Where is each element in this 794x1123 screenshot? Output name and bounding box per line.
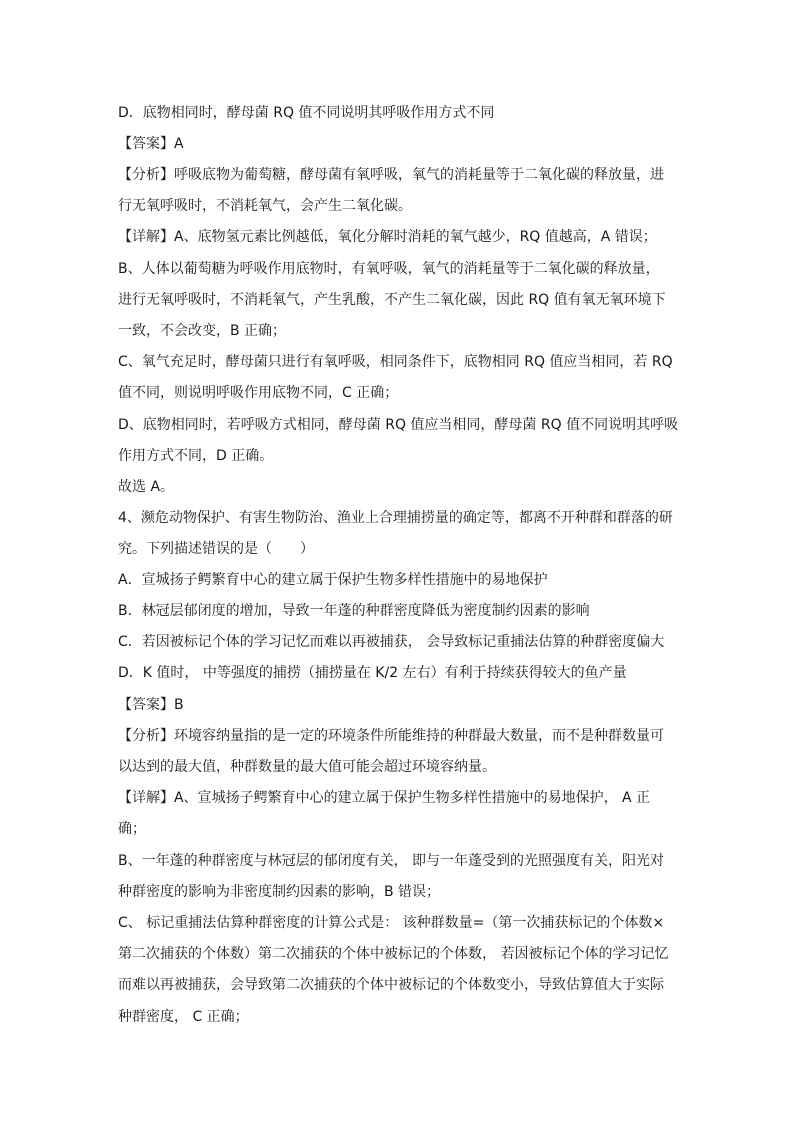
text-line: 【答案】A [118,136,184,152]
question-stem: 4、濒危动物保护、有害生物防治、渔业上合理捕捞量的确定等，都离不开种群和群落的研 [118,510,673,526]
answer-label: 【答案】B [118,697,184,713]
text-line: D、底物相同时，若呼吸方式相同，酵母菌 RQ 值应当相同，酵母菌 RQ 值不同说明其呼吸 [118,417,679,433]
text-line: 以达到的最大值，种群数量的最大值可能会超过环境容纳量。 [118,759,496,775]
text-line: 种群密度的影响为非密度制约因素的影响，B 错误； [118,884,441,900]
text-line: 【分析】呼吸底物为葡萄糖，酵母菌有氧呼吸，氧气的消耗量等于二氧化碳的释放量，进 [118,167,664,183]
text-line: 进行无氧呼吸时，不消耗氧气，产生乳酸，不产生二氧化碳，因此 RQ 值有氧无氧环境下 [118,292,666,308]
text-line: 作用方式不同，D 正确。 [118,448,274,464]
option-c: C．若因被标记个体的学习记忆而难以再被捕获， 会导致标记重捕法估算的种群密度偏大 [118,634,665,650]
option-d: D．K 值时， 中等强度的捕捞（捕捞量在 K/2 左右）有利于持续获得较大的鱼产量 [118,665,627,681]
text-line: 确； [118,821,146,837]
text-line: C、氧气充足时，酵母菌只进行有氧呼吸，相同条件下，底物相同 RQ 值应当相同，若 RQ [118,354,673,370]
option-b: B．林冠层郁闭度的增加，导致一年蓬的种群密度降低为密度制约因素的影响 [118,603,590,619]
text-line: 一致，不会改变，B 正确； [118,323,287,339]
text-line: 种群密度， C 正确； [118,1009,249,1025]
text-line: C、 标记重捕法估算种群密度的计算公式是： 该种群数量=（第一次捕获标记的个体数× [118,915,665,931]
option-a: A．宣城扬子鳄繁育中心的建立属于保护生物多样性措施中的易地保护 [118,572,548,588]
text-line: 故选 A。 [118,479,175,495]
text-line: B、人体以葡萄糖为呼吸作用底物时，有氧呼吸，氧气的消耗量等于二氧化碳的释放量， [118,261,660,277]
text-line: 而难以再被捕获，会导致第二次捕获的个体中被标记的个体数变小，导致估算值大于实际 [118,977,664,993]
text-line: 【分析】环境容纳量指的是一定的环境条件所能维持的种群最大数量，而不是种群数量可 [118,728,664,744]
text-line: 【详解】A、底物氢元素比例越低，氧化分解时消耗的氧气越少，RQ 值越高，A 错误； [118,229,657,245]
text-line: 值不同，则说明呼吸作用底物不同，C 正确； [118,385,399,401]
question-stem: 究。下列描述错误的是（ ） [118,541,314,557]
text-line: B、一年蓬的种群密度与林冠层的郁闭度有关， 即与一年蓬受到的光照强度有关，阳光对 [118,853,665,869]
text-line: 第二次捕获的个体数）第二次捕获的个体中被标记的个体数， 若因被标记个体的学习记忆 [118,946,669,962]
text-line: 行无氧呼吸时，不消耗氧气，会产生二氧化碳。 [118,198,412,214]
text-line: D．底物相同时，酵母菌 RQ 值不同说明其呼吸作用方式不同 [118,105,495,121]
text-line: 【详解】A、宣城扬子鳄繁育中心的建立属于保护生物多样性措施中的易地保护， A 正 [118,790,651,806]
